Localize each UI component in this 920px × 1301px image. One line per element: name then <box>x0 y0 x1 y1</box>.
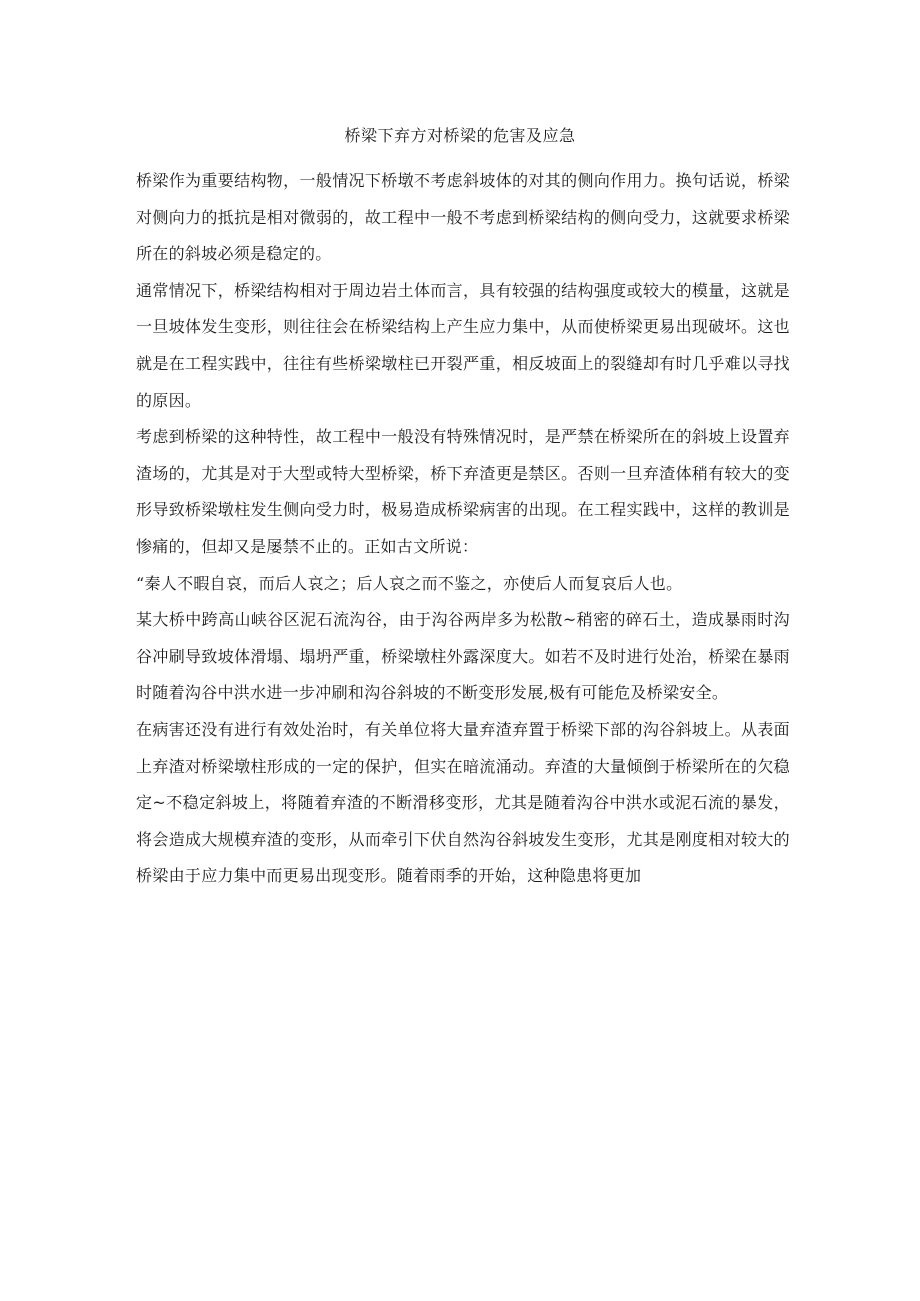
paragraph-1: 桥梁作为重要结构物，一般情况下桥墩不考虑斜坡体的对其的侧向作用力。换句话说，桥梁对侧向力的抵抗是相对微弱的，故工程中一般不考虑到桥梁结构的侧向受力，这就要求桥梁所在的斜坡必须是稳定的。 <box>136 171 790 264</box>
paragraph-6: 在病害还没有进行有效处治时，有关单位将大量弃渣弃置于桥梁下部的沟谷斜坡上。从表面上弃渣对桥梁墩柱形成的一定的保护，但实在暗流涌动。弃渣的大量倾倒于桥梁所在的欠稳定~不稳定斜坡上，将随着弃渣的不断滑移变形，尤其是随着沟谷中洪水或泥石流的暴发，将会造成大规模弃渣的变形，从而牵引下伏自然沟谷斜坡发生变形，尤其是刚度相对较大的桥梁由于应力集中而更易出现变形。随着雨季的开始，这种隐患将更加 <box>136 719 790 886</box>
document-title: 桥梁下弃方对桥梁的危害及应急 <box>344 126 576 145</box>
document-body <box>136 163 790 895</box>
paragraph-3: 考虑到桥梁的这种特性，故工程中一般没有特殊情况时，是严禁在桥梁所在的斜坡上设置弃渣场的，尤其是对于大型或特大型桥梁，桥下弃渣更是禁区。否则一旦弃渣体稍有较大的变形导致桥梁墩柱发生侧向受力时，极易造成桥梁病害的出现。在工程实践中，这样的教训是惨痛的，但却又是屡禁不止的。正如古文所说： <box>136 427 790 556</box>
paragraph-2: 通常情况下，桥梁结构相对于周边岩土体而言，具有较强的结构强度或较大的模量，这就是一旦坡体发生变形，则往往会在桥梁结构上产生应力集中，从而使桥梁更易出现破坏。这也就是在工程实践中，往往有些桥梁墩柱已开裂严重，相反坡面上的裂缝却有时几乎难以寻找的原因。 <box>136 280 790 410</box>
paragraph-5: 某大桥中跨高山峡谷区泥石流沟谷，由于沟谷两岸多为松散~稍密的碎石土，造成暴雨时沟谷冲刷导致坡体滑塌、塌坍严重，桥梁墩柱外露深度大。如若不及时进行处治，桥梁在暴雨时随着沟谷中洪水进一步冲刷和沟谷斜坡的不断变形发展,极有可能危及桥梁安全。 <box>136 610 790 703</box>
paragraph-4-quote: “秦人不暇自哀，而后人哀之；后人哀之而不鉴之，亦使后人而复哀后人也。 <box>136 573 683 593</box>
